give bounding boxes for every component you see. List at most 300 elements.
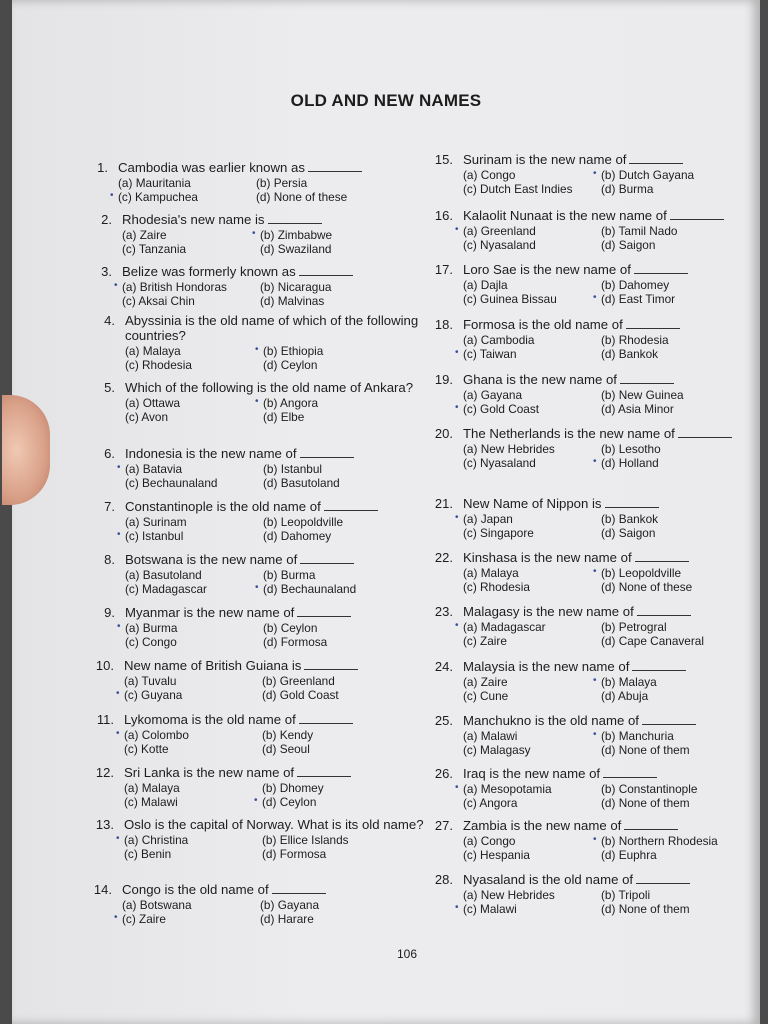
question-number: 8. <box>104 552 115 567</box>
question-stem: Botswana is the new name of <box>125 552 298 567</box>
option <box>601 526 761 540</box>
options <box>455 333 768 361</box>
answer-blank <box>635 552 689 562</box>
option <box>125 568 263 582</box>
option-text: (b) Dahomey <box>601 278 670 292</box>
question-number: 4. <box>104 313 115 328</box>
question-number: 6. <box>104 446 115 461</box>
question-24 <box>434 659 768 703</box>
option <box>263 529 423 543</box>
option-text: (b) Leopoldville <box>263 515 344 529</box>
question-17 <box>434 262 768 306</box>
option <box>262 688 422 702</box>
option-text: (c) Nyasaland <box>463 456 536 470</box>
option-text: (b) Ellice Islands <box>262 833 349 847</box>
option-text: (a) Tuvalu <box>124 674 177 688</box>
options <box>455 388 768 416</box>
option <box>125 635 263 649</box>
options <box>455 224 768 252</box>
option-text: (c) Kampuchea <box>118 190 198 204</box>
question-number: 24. <box>434 659 453 674</box>
option <box>463 292 601 306</box>
option <box>601 512 761 526</box>
question-stem: Kalaolit Nunaat is the new name of <box>463 208 667 223</box>
option-text: (a) Burma <box>125 621 178 635</box>
option <box>601 388 761 402</box>
option <box>263 568 423 582</box>
question-10 <box>95 658 442 702</box>
option <box>601 402 761 416</box>
option-text: (a) Japan <box>463 512 513 526</box>
question-number: 1. <box>97 160 108 175</box>
question-3 <box>101 264 440 308</box>
answer-blank <box>268 214 322 224</box>
options <box>124 781 442 809</box>
option-text: (c) Gold Coast <box>463 402 540 416</box>
option <box>125 582 263 596</box>
option <box>601 347 761 361</box>
option <box>463 442 601 456</box>
option-text: (a) Ottawa <box>125 396 181 410</box>
option-text: (a) Congo <box>463 168 516 182</box>
question-number: 14. <box>93 882 112 897</box>
answer-tick-mark: • <box>116 728 120 739</box>
question-7 <box>104 499 443 543</box>
question-stem: Formosa is the old name of <box>463 317 623 332</box>
option-text: (b) Greenland <box>262 674 335 688</box>
question-stem: Manchukno is the old name of <box>463 713 639 728</box>
option <box>263 515 423 529</box>
answer-tick-mark: • <box>254 795 258 806</box>
question-12 <box>95 765 442 809</box>
question-number: 11. <box>96 712 114 727</box>
option <box>601 689 761 703</box>
option-text: (d) Malvinas <box>260 294 325 308</box>
option <box>117 621 263 635</box>
option-text: (d) Bankok <box>601 347 659 361</box>
question-number: 25. <box>434 713 453 728</box>
options <box>455 512 768 540</box>
option <box>125 396 263 410</box>
option <box>263 621 423 635</box>
question-stem: Ghana is the new name of <box>463 372 617 387</box>
option <box>256 176 416 190</box>
option-text: (a) New Hebrides <box>463 442 555 456</box>
option-text: (d) Dahomey <box>263 529 332 543</box>
option <box>122 294 260 308</box>
option <box>124 742 262 756</box>
option-text: (b) Angora <box>263 396 319 410</box>
answer-tick-mark: • <box>252 228 256 239</box>
question-stem: Rhodesia's new name is <box>122 212 265 227</box>
option-text: (d) Formosa <box>262 847 327 861</box>
option <box>601 743 761 757</box>
option-text: (c) Zaire <box>122 912 166 926</box>
options <box>463 442 768 470</box>
option <box>124 847 262 861</box>
answer-tick-mark: • <box>117 462 121 473</box>
page <box>12 0 760 1024</box>
options <box>463 278 768 306</box>
option <box>601 888 761 902</box>
option <box>463 634 601 648</box>
answer-blank <box>300 554 354 564</box>
answer-tick-mark: • <box>455 902 459 913</box>
option-text: (c) Dutch East Indies <box>463 182 573 196</box>
option-text: (c) Malawi <box>124 795 178 809</box>
option <box>463 333 601 347</box>
option <box>125 476 263 490</box>
answer-tick-mark: • <box>110 190 114 201</box>
option <box>601 902 761 916</box>
option <box>463 689 601 703</box>
answer-tick-mark: • <box>255 344 259 355</box>
option-text: (a) Madagascar <box>463 620 546 634</box>
option <box>463 456 601 470</box>
option-text: (d) None of these <box>601 580 693 594</box>
option <box>252 228 420 242</box>
options <box>125 344 443 372</box>
option <box>125 515 263 529</box>
question-stem: Indonesia is the new name of <box>125 446 297 461</box>
options <box>463 834 768 862</box>
option-text: (a) Basutoland <box>125 568 202 582</box>
option <box>455 347 601 361</box>
question-28 <box>434 872 768 916</box>
answer-blank <box>308 162 362 172</box>
answer-blank <box>299 714 353 724</box>
answer-blank <box>272 884 326 894</box>
options <box>116 833 442 861</box>
answer-tick-mark: • <box>455 347 459 358</box>
option-text: (c) Benin <box>124 847 172 861</box>
option-text: (d) Gold Coast <box>262 688 339 702</box>
option-text: (b) Tripoli <box>601 888 651 902</box>
option-text: (a) Batavia <box>125 462 183 476</box>
question-stem: The Netherlands is the new name of <box>463 426 675 441</box>
option <box>455 512 601 526</box>
option-text: (b) Kendy <box>262 728 314 742</box>
answer-tick-mark: • <box>255 396 259 407</box>
question-number: 28. <box>434 872 453 887</box>
option <box>463 388 601 402</box>
question-number: 27. <box>434 818 453 833</box>
question-8 <box>104 552 443 596</box>
option <box>263 358 423 372</box>
option <box>455 402 601 416</box>
option <box>601 796 761 810</box>
option <box>255 396 423 410</box>
answer-tick-mark: • <box>593 292 597 303</box>
question-stem: Loro Sae is the new name of <box>463 262 631 277</box>
answer-blank <box>642 715 696 725</box>
question-stem: New name of British Guiana is <box>124 658 302 673</box>
option <box>116 688 262 702</box>
question-number: 9. <box>104 605 115 620</box>
question-number: 10. <box>95 658 114 673</box>
option-text: (d) Seoul <box>262 742 310 756</box>
question-22 <box>434 550 768 594</box>
answer-tick-mark: • <box>117 621 121 632</box>
option <box>263 476 423 490</box>
option <box>601 224 761 238</box>
option <box>601 634 761 648</box>
question-number: 15. <box>434 152 453 167</box>
answer-blank <box>297 767 351 777</box>
option <box>262 847 422 861</box>
question-number: 3. <box>101 264 112 279</box>
option-text: (d) Holland <box>601 456 659 470</box>
option <box>593 566 761 580</box>
option <box>116 833 262 847</box>
options <box>117 515 443 543</box>
option-text: (b) Petrogral <box>601 620 667 634</box>
question-number: 20. <box>434 426 453 441</box>
option <box>255 582 423 596</box>
question-stem: Cambodia was earlier known as <box>118 160 305 175</box>
question-26 <box>434 766 768 810</box>
option <box>601 182 761 196</box>
option-text: (d) Basutoland <box>263 476 340 490</box>
option <box>601 333 761 347</box>
option <box>116 728 262 742</box>
option-text: (a) British Hondoras <box>122 280 227 294</box>
option <box>601 442 761 456</box>
option-text: (b) New Guinea <box>601 388 684 402</box>
option <box>463 278 601 292</box>
option <box>122 228 260 242</box>
answer-tick-mark: • <box>593 729 597 740</box>
answer-blank <box>670 210 724 220</box>
option <box>122 898 260 912</box>
options <box>117 462 443 490</box>
option-text: (c) Malawi <box>463 902 517 916</box>
question-15 <box>434 152 768 196</box>
option-text: (b) Gayana <box>260 898 320 912</box>
question-number: 19. <box>434 372 453 387</box>
option-text: (b) Dutch Gayana <box>601 168 695 182</box>
option <box>455 782 601 796</box>
answer-tick-mark: • <box>114 280 118 291</box>
answer-blank <box>624 820 678 830</box>
option-text: (c) Zaire <box>463 634 507 648</box>
question-stem: Iraq is the new name of <box>463 766 601 781</box>
option-text: (b) Bankok <box>601 512 659 526</box>
options <box>463 566 768 594</box>
page-title: OLD AND NEW NAMES <box>290 91 482 110</box>
options <box>125 568 443 596</box>
answer-tick-mark: • <box>255 582 259 593</box>
answer-tick-mark: • <box>455 782 459 793</box>
question-11 <box>96 712 442 756</box>
option <box>463 168 601 182</box>
answer-blank <box>620 374 674 384</box>
option <box>455 902 601 916</box>
option-text: (a) Malaya <box>125 344 181 358</box>
option-text: (d) Saigon <box>601 238 656 252</box>
option-text: (a) Colombo <box>124 728 189 742</box>
option <box>593 456 761 470</box>
option <box>125 344 263 358</box>
option-text: (c) Guinea Bissau <box>463 292 557 306</box>
option <box>463 888 601 902</box>
options <box>116 674 442 702</box>
question-20 <box>434 426 768 470</box>
option-text: (d) Ceylon <box>262 795 317 809</box>
option-text: (c) Avon <box>125 410 169 424</box>
option <box>463 729 601 743</box>
option-text: (b) Leopoldville <box>601 566 682 580</box>
option-text: (b) Malaya <box>601 675 657 689</box>
option <box>114 280 260 294</box>
option-text: (a) Mauritania <box>118 176 191 190</box>
question-19 <box>434 372 768 416</box>
option-text: (d) Asia Minor <box>601 402 674 416</box>
option-text: (d) Euphra <box>601 848 657 862</box>
option <box>463 238 601 252</box>
answer-tick-mark: • <box>455 402 459 413</box>
option-text: (a) Malawi <box>463 729 518 743</box>
option-text: (c) Tanzania <box>122 242 187 256</box>
option-text: (c) Istanbul <box>125 529 184 543</box>
question-stem: Constantinople is the old name of <box>125 499 321 514</box>
option-text: (d) East Timor <box>601 292 676 306</box>
question-stem: Oslo is the capital of Norway. What is its old name? <box>124 817 424 832</box>
question-number: 21. <box>434 496 453 511</box>
option <box>260 242 420 256</box>
option <box>260 912 420 926</box>
option <box>256 190 416 204</box>
answer-blank <box>299 266 353 276</box>
option <box>601 278 761 292</box>
option <box>124 781 262 795</box>
answer-tick-mark: • <box>455 512 459 523</box>
question-stem: Surinam is the new name of <box>463 152 627 167</box>
option <box>593 729 761 743</box>
option-text: (b) Dhomey <box>262 781 324 795</box>
option <box>118 176 256 190</box>
option <box>125 358 263 372</box>
option <box>262 781 422 795</box>
option-text: (a) Greenland <box>463 224 536 238</box>
option <box>110 190 256 204</box>
options <box>117 621 443 649</box>
options <box>463 168 768 196</box>
options <box>116 728 442 756</box>
option-text: (a) Congo <box>463 834 516 848</box>
option-text: (a) Zaire <box>122 228 167 242</box>
answer-tick-mark: • <box>593 834 597 845</box>
option-text: (d) None of these <box>256 190 348 204</box>
option-text: (c) Madagascar <box>125 582 207 596</box>
option <box>463 580 601 594</box>
option-text: (b) Ethiopia <box>263 344 324 358</box>
option-text: (b) Nicaragua <box>260 280 332 294</box>
option-text: (d) Formosa <box>263 635 328 649</box>
option-text: (a) Mesopotamia <box>463 782 552 796</box>
option <box>463 796 601 810</box>
option-text: (b) Tamil Nado <box>601 224 678 238</box>
option-text: (d) Cape Canaveral <box>601 634 704 648</box>
option-text: (d) Elbe <box>263 410 305 424</box>
option-text: (c) Bechaunaland <box>125 476 218 490</box>
option-text: (a) New Hebrides <box>463 888 555 902</box>
thumb <box>2 395 50 505</box>
question-number: 16. <box>434 208 453 223</box>
option-text: (d) None of them <box>601 796 690 810</box>
answer-blank <box>605 498 659 508</box>
option-text: (c) Congo <box>125 635 177 649</box>
question-1 <box>97 160 436 204</box>
answer-blank <box>603 768 657 778</box>
question-9 <box>104 605 443 649</box>
option-text: (b) Lesotho <box>601 442 661 456</box>
option <box>122 242 260 256</box>
question-stem: Sri Lanka is the new name of <box>124 765 295 780</box>
option-text: (c) Nyasaland <box>463 238 536 252</box>
answer-tick-mark: • <box>455 224 459 235</box>
option <box>262 742 422 756</box>
option <box>463 743 601 757</box>
option <box>114 912 260 926</box>
answer-blank <box>637 606 691 616</box>
question-number: 26. <box>434 766 453 781</box>
option <box>117 462 263 476</box>
answer-tick-mark: • <box>114 912 118 923</box>
option-text: (c) Hespania <box>463 848 530 862</box>
option <box>601 238 761 252</box>
question-25 <box>434 713 768 757</box>
option-text: (b) Istanbul <box>263 462 323 476</box>
option-text: (d) Burma <box>601 182 654 196</box>
option-text: (a) Christina <box>124 833 189 847</box>
answer-tick-mark: • <box>593 566 597 577</box>
question-27 <box>434 818 768 862</box>
question-5 <box>104 380 443 424</box>
question-number: 5. <box>104 380 115 395</box>
question-stem: Congo is the old name of <box>122 882 269 897</box>
option-text: (c) Aksai Chin <box>122 294 195 308</box>
option <box>262 674 422 688</box>
option <box>260 280 420 294</box>
question-stem: Malaysia is the new name of <box>463 659 630 674</box>
question-stem: Nyasaland is the old name of <box>463 872 634 887</box>
option <box>455 620 601 634</box>
question-13 <box>95 817 442 861</box>
option <box>463 675 601 689</box>
page-number: 106 <box>396 947 418 961</box>
option-text: (a) Malaya <box>463 566 519 580</box>
question-2 <box>101 212 440 256</box>
question-number: 13. <box>95 817 114 832</box>
options <box>110 176 436 204</box>
question-number: 22. <box>434 550 453 565</box>
option-text: (a) Malaya <box>124 781 180 795</box>
options <box>114 280 440 308</box>
answer-blank <box>632 661 686 671</box>
option-text: (b) Zimbabwe <box>260 228 333 242</box>
option-text: (a) Dajla <box>463 278 508 292</box>
question-number: 23. <box>434 604 453 619</box>
option-text: (b) Burma <box>263 568 316 582</box>
option-text: (a) Gayana <box>463 388 523 402</box>
option-text: (a) Surinam <box>125 515 187 529</box>
option-text: (b) Persia <box>256 176 308 190</box>
option <box>601 620 761 634</box>
answer-blank <box>626 319 680 329</box>
question-16 <box>434 208 768 252</box>
option <box>117 529 263 543</box>
